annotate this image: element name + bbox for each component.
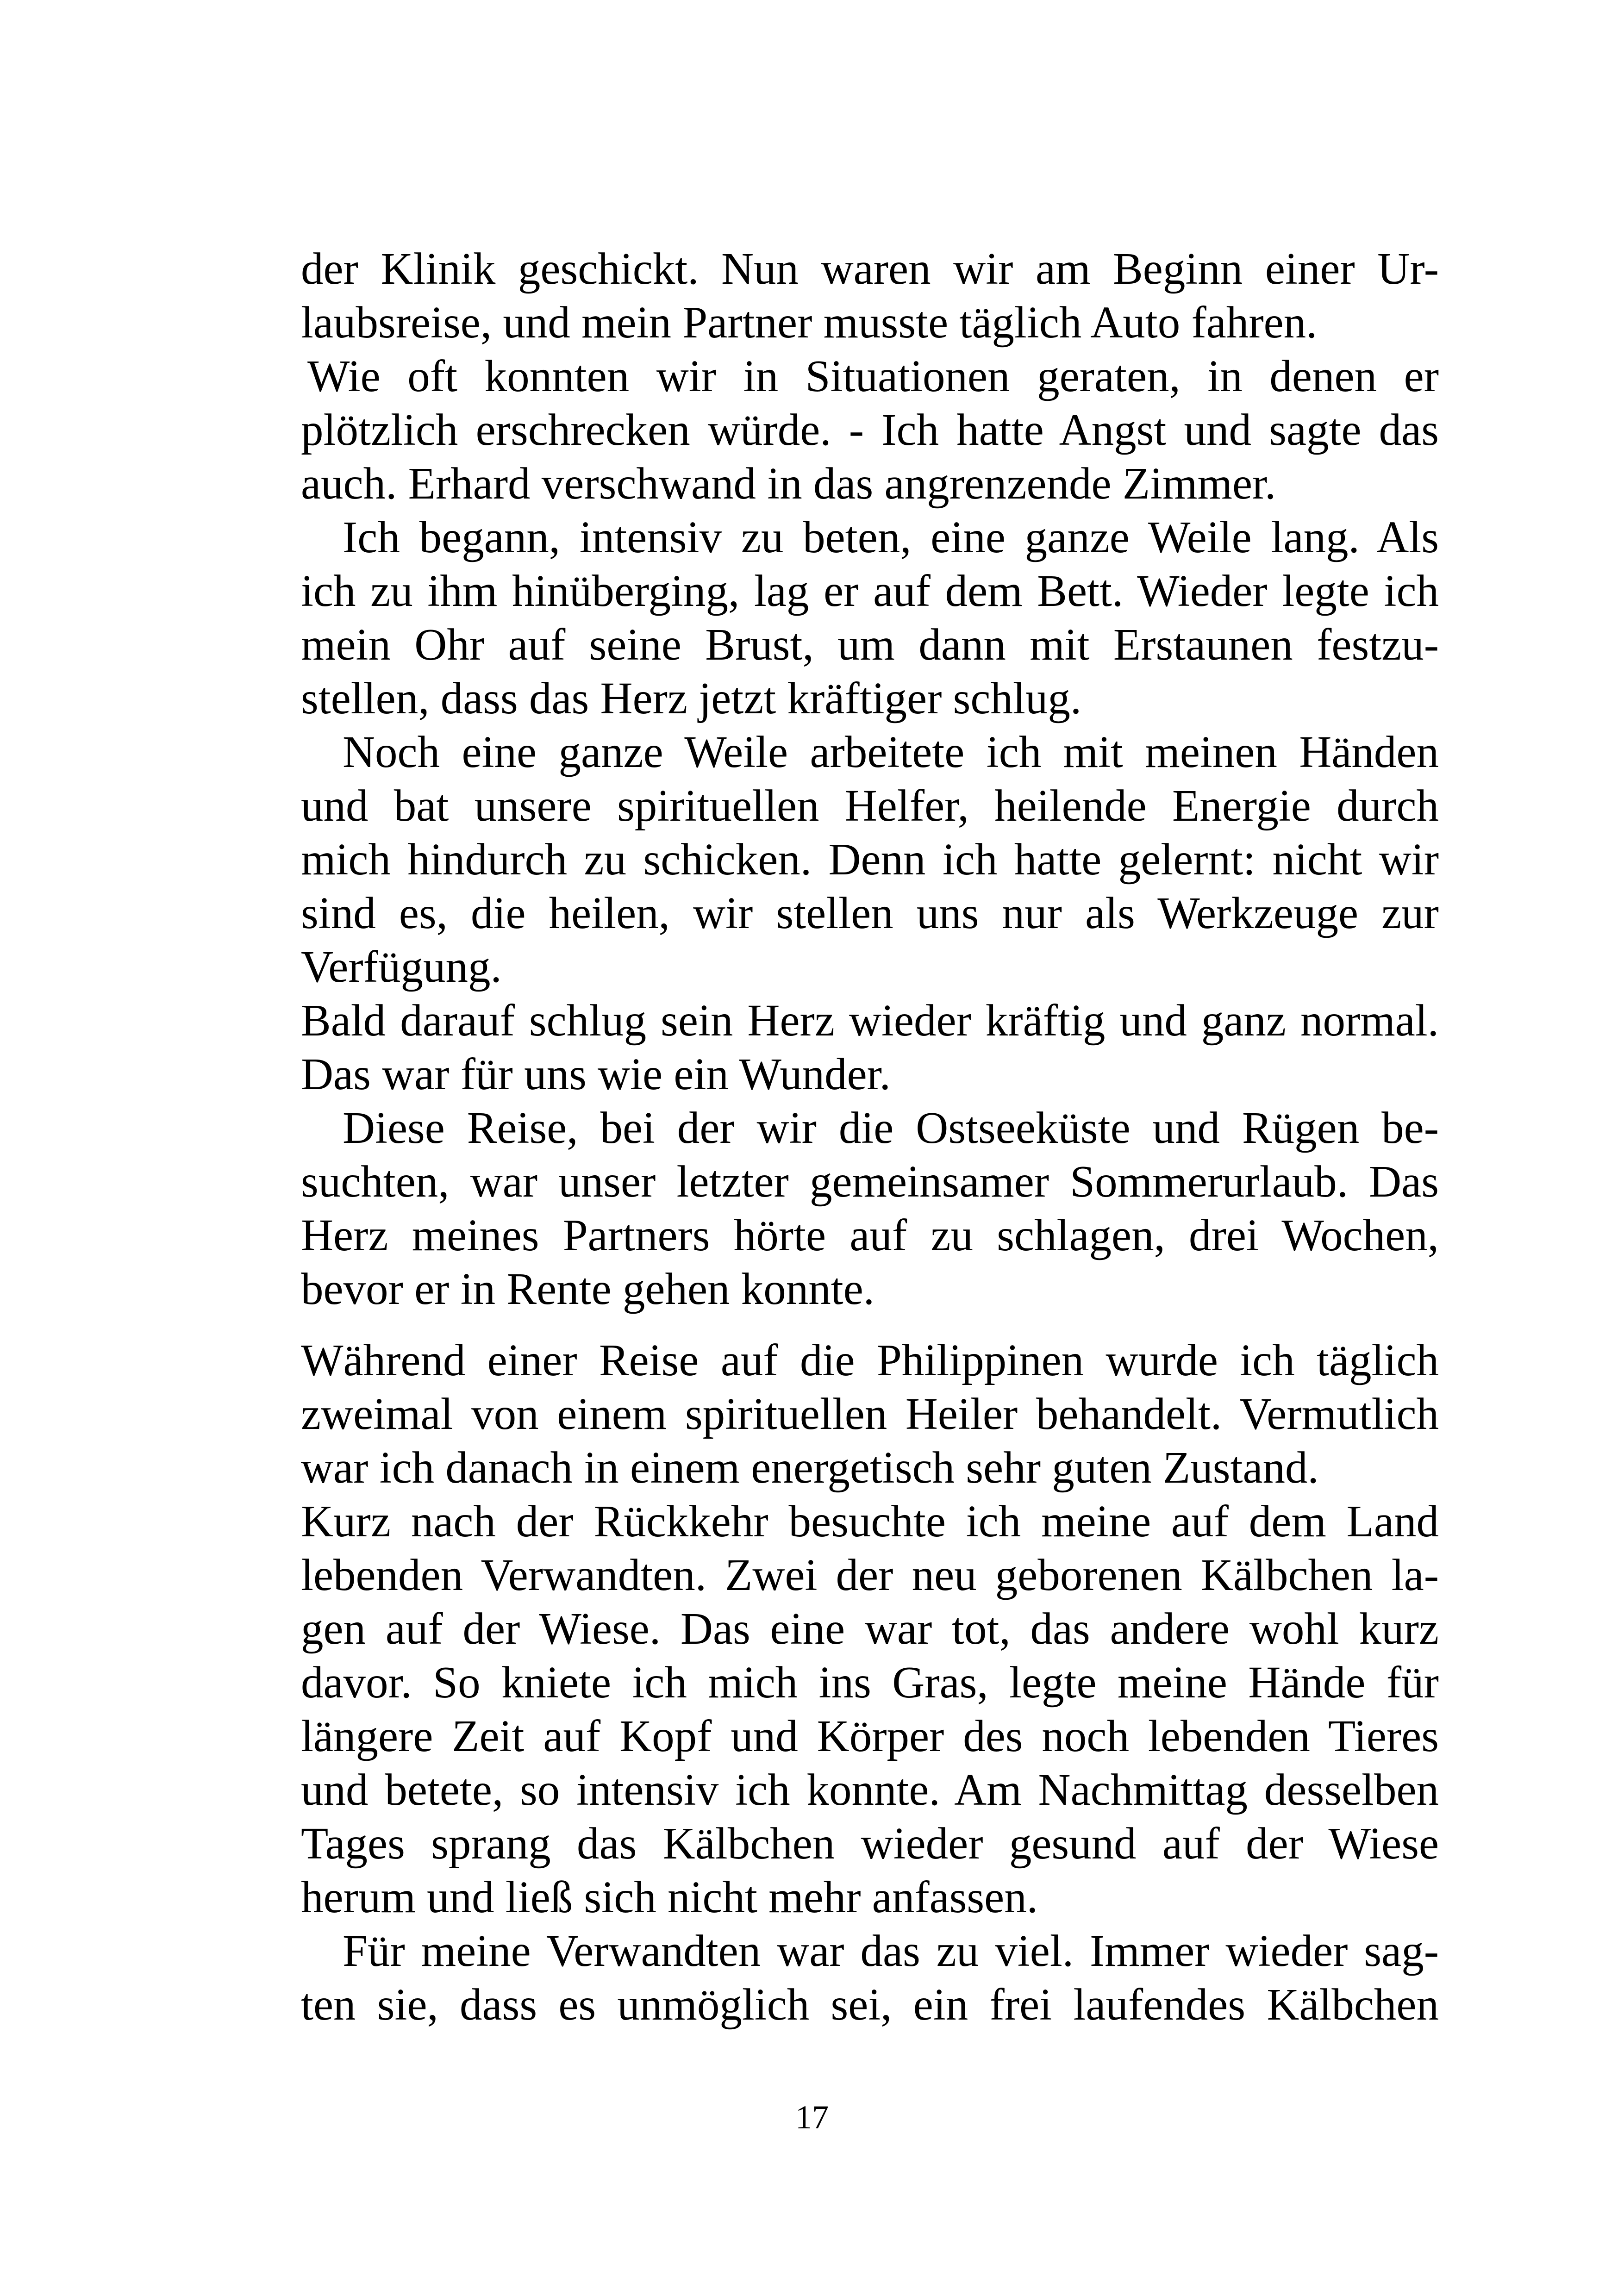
text-line: Das war für uns wie ein Wunder.	[301, 1049, 891, 1099]
text-line: laubsreise, und mein Partner musste täglich Auto fahren.	[301, 298, 1318, 347]
text-line: und betete, so intensiv ich konnte. Am Nachmittag desselben	[301, 1765, 1439, 1815]
text-line: Ich begann, intensiv zu beten, eine ganze Weile lang. Als	[343, 512, 1439, 562]
text-line: mein Ohr auf seine Brust, um dann mit Erstaunen festzu-	[301, 620, 1439, 669]
page-number: 17	[795, 2099, 829, 2136]
text-line: ten sie, dass es unmöglich sei, ein frei laufendes Kälbchen	[301, 1980, 1439, 2029]
text-line: längere Zeit auf Kopf und Körper des noch lebenden Tieres	[301, 1711, 1439, 1761]
text-line: und bat unsere spirituellen Helfer, heilende Energie durch	[301, 781, 1439, 830]
text-line: Tages sprang das Kälbchen wieder gesund auf der Wiese	[301, 1819, 1439, 1868]
text-line: lebenden Verwandten. Zwei der neu geborenen Kälbchen la-	[301, 1550, 1439, 1600]
text-line: suchten, war unser letzter gemeinsamer Sommerurlaub. Das	[301, 1157, 1439, 1206]
text-line: sind es, die heilen, wir stellen uns nur als Werkzeuge zur	[301, 888, 1439, 938]
text-line: herum und ließ sich nicht mehr anfassen.	[301, 1872, 1038, 1922]
text-line: Während einer Reise auf die Philippinen wurde ich täglich	[301, 1335, 1439, 1385]
text-line: ich zu ihm hinüberging, lag er auf dem Bett. Wieder legte ich	[301, 566, 1439, 616]
text-line: Noch eine ganze Weile arbeitete ich mit meinen Händen	[343, 727, 1439, 777]
text-line: Kurz nach der Rückkehr besuchte ich meine auf dem Land	[301, 1497, 1439, 1546]
text-line: gen auf der Wiese. Das eine war tot, das andere wohl kurz	[301, 1604, 1439, 1653]
text-line: Diese Reise, bei der wir die Ostseeküste und Rügen be-	[343, 1103, 1439, 1153]
text-line: Für meine Verwandten war das zu viel. Immer wieder sag-	[343, 1926, 1439, 1976]
text-line: Verfügung.	[301, 942, 502, 992]
text-line: der Klinik geschickt. Nun waren wir am Beginn einer Ur-	[301, 244, 1439, 293]
text-line: zweimal von einem spirituellen Heiler behandelt. Vermutlich	[301, 1389, 1439, 1439]
text-line: plötzlich erschrecken würde. - Ich hatte Angst und sagte das	[301, 405, 1439, 455]
text-line: davor. So kniete ich mich ins Gras, legte meine Hände für	[301, 1658, 1439, 1707]
text-line: Herz meines Partners hörte auf zu schlagen, drei Wochen,	[301, 1210, 1439, 1260]
text-line: war ich danach in einem energetisch sehr guten Zustand.	[301, 1443, 1319, 1492]
text-line: stellen, dass das Herz jetzt kräftiger schlug.	[301, 674, 1082, 723]
text-line: mich hindurch zu schicken. Denn ich hatte gelernt: nicht wir	[301, 835, 1439, 884]
text-line: Bald darauf schlug sein Herz wieder kräftig und ganz normal.	[301, 996, 1439, 1045]
text-line: auch. Erhard verschwand in das angrenzende Zimmer.	[301, 459, 1276, 508]
text-line: Wie oft konnten wir in Situationen geraten, in denen er	[307, 351, 1439, 401]
text-line: bevor er in Rente gehen konnte.	[301, 1264, 875, 1314]
